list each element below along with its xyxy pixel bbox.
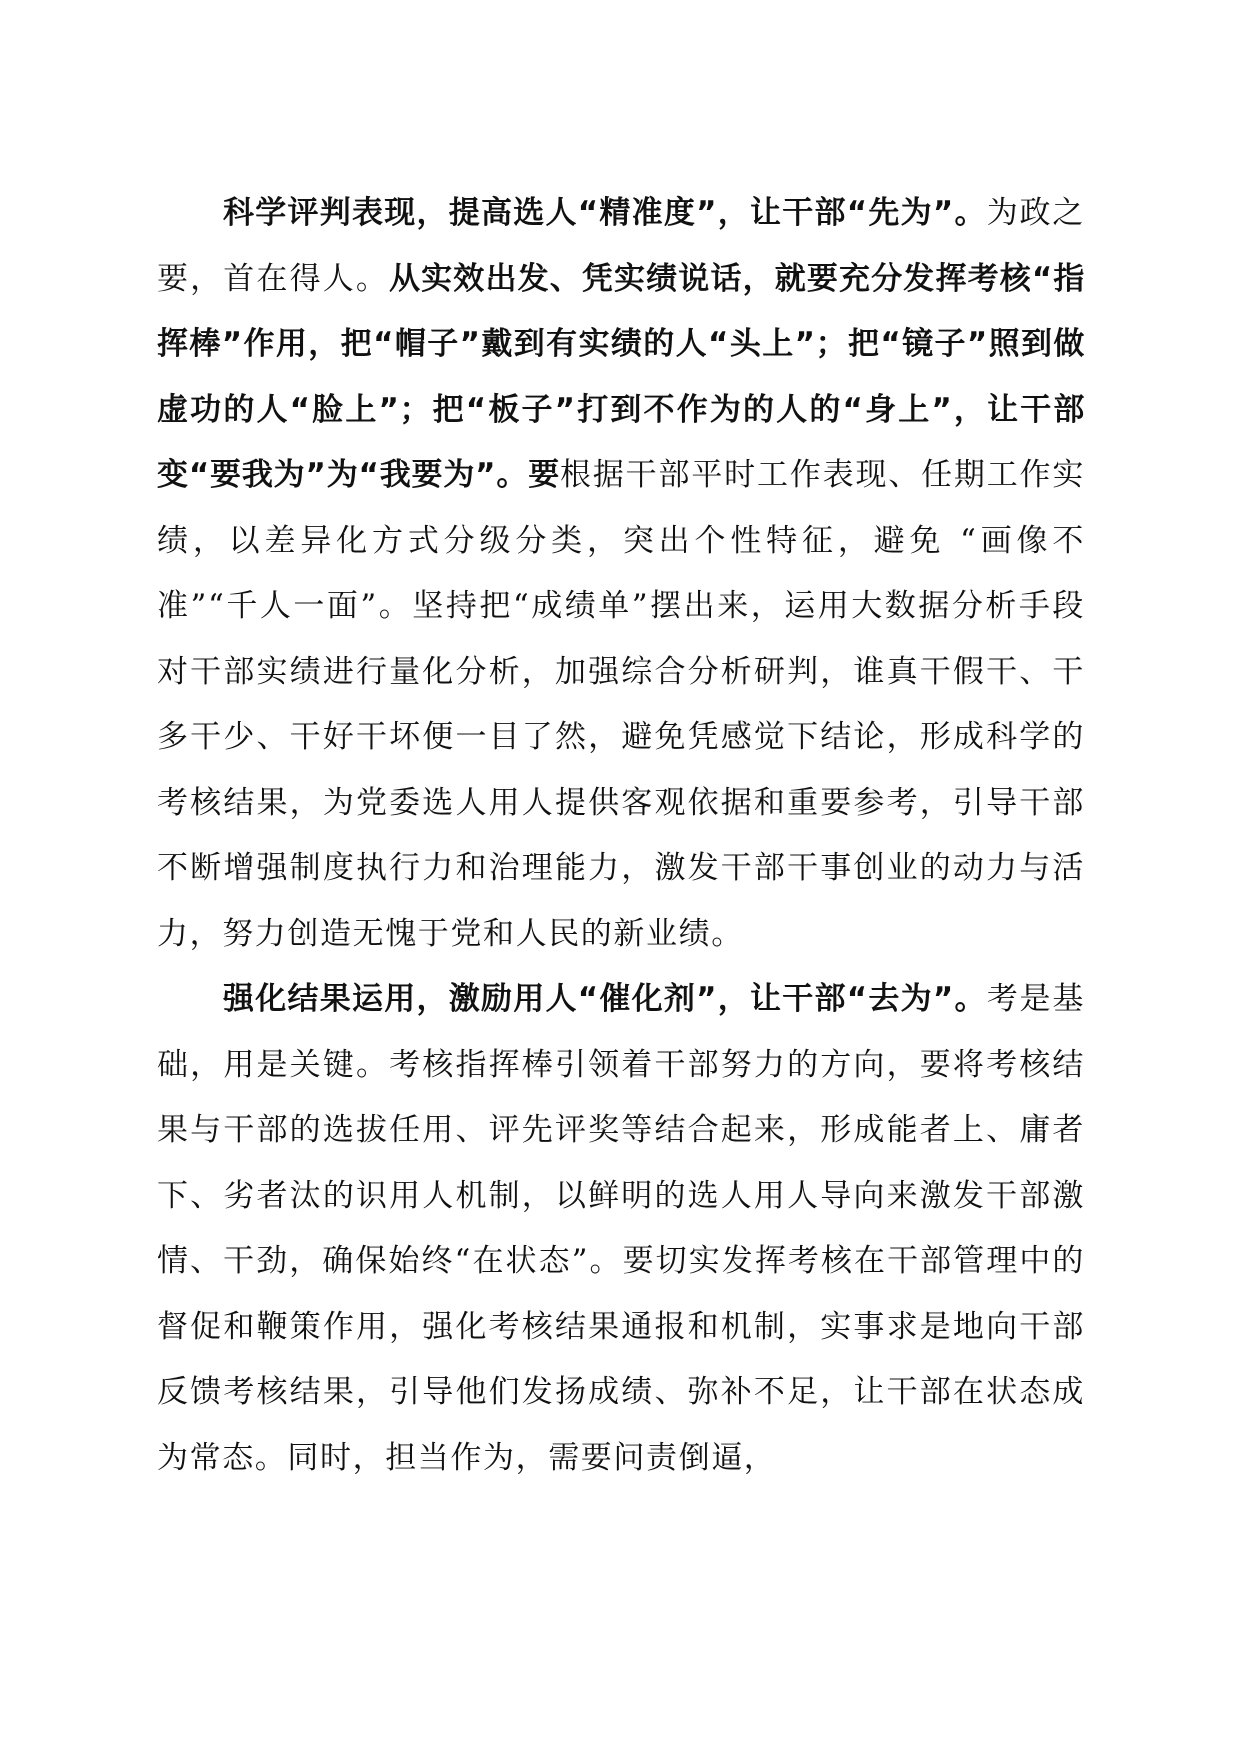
paragraph-heading: 科学评判表现，提高选人“精准度”，让干部“先为”。 xyxy=(223,195,987,231)
paragraph-text: 考是基础，用是关键。考核指挥棒引领着干部努力的方向，要将考核结果与干部的选拔任用、评先评奖等结合起来，形成能者上、庸者下、劣者汰的识用人机制，以鲜明的选人用人导向来激发干部激情、干劲，确保始终“在状态”。要切实发挥考核在干部管理中的督促和鞭策作用，强化考核结果通报和机制，实事求是地向干部反馈考核结果，引导他们发扬成绩、弥补不足，让干部在状态成为常态。同时，担当作为，需要问责倒逼， xyxy=(157,981,1085,1476)
paragraph-2 xyxy=(157,967,1085,1491)
paragraph-lead: 为政之要，首在得人。 xyxy=(157,195,1085,297)
document-body xyxy=(157,181,1085,1491)
paragraph-text: 根据干部平时工作表现、任期工作实绩，以差异化方式分级分类，突出个性特征，避免 “画像不准”“千人一面”。坚持把“成绩单”摆出来，运用大数据分析手段对干部实绩进行量化分析，加强综合分析研判，谁真干假干、干多干少、干好干坏便一目了然，避免凭感觉下结论，形成科学的考核结果，为党委选人用人提供客观依据和重要参考，引导干部不断增强制度执行力和治理能力，激发干部干事创业的动力与活力，努力创造无愧于党和人民的新业绩。 xyxy=(157,457,1085,952)
paragraph-1 xyxy=(157,181,1085,967)
paragraph-heading: 强化结果运用，激励用人“催化剂”，让干部“去为”。 xyxy=(223,981,987,1017)
paragraph-emphasis: 从实效出发、凭实绩说话，就要充分发挥考核“指挥棒”作用，把“帽子”戴到有实绩的人“头上”；把“镜子”照到做虚功的人“脸上”；把“板子”打到不作为的人的“身上”，让干部变“要我为”为“我要为”。要 xyxy=(157,260,1086,493)
